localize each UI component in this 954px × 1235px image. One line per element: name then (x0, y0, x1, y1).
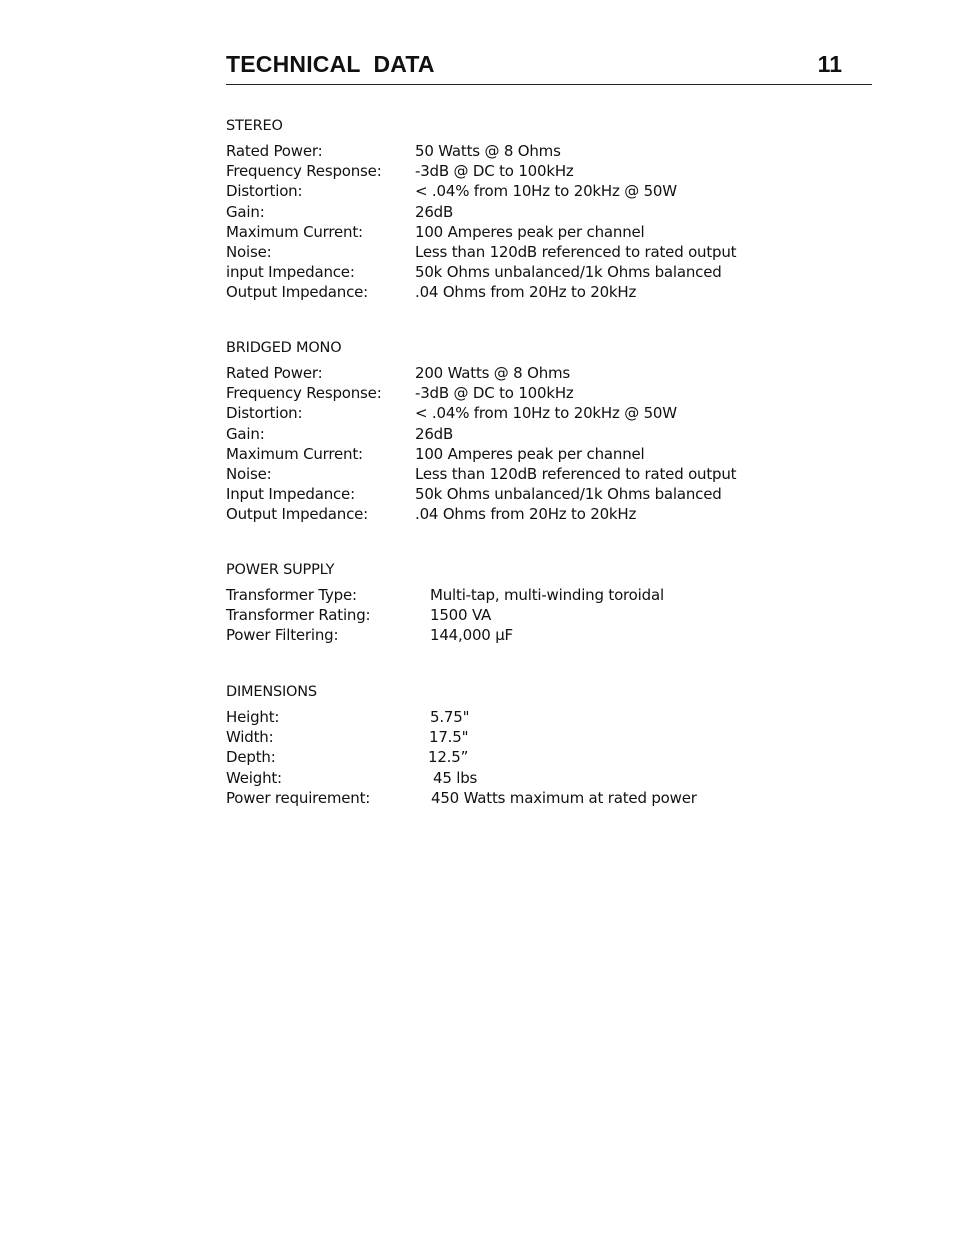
spec-value: Multi-tap, multi-winding toroidal (430, 586, 664, 604)
section-heading-dimensions: DIMENSIONS (226, 684, 317, 700)
spec-value: 50k Ohms unbalanced/1k Ohms balanced (415, 485, 722, 504)
spec-value: 450 Watts maximum at rated power (431, 788, 697, 807)
spec-label: Gain: (226, 202, 265, 221)
spec-row (226, 403, 866, 423)
spec-row (226, 444, 866, 464)
spec-value: 26dB (415, 202, 454, 221)
spec-row (226, 202, 866, 222)
spec-value: 50 Watts @ 8 Ohms (415, 142, 561, 160)
spec-label: Width: (226, 728, 274, 747)
section-heading-power-supply: POWER SUPPLY (226, 562, 335, 578)
spec-value: 45 lbs (433, 768, 478, 787)
spec-label: Rated Power: (226, 364, 323, 382)
spec-value: 26dB (415, 424, 454, 443)
spec-value: 17.5" (429, 728, 469, 747)
spec-value: Less than 120dB referenced to rated output (415, 464, 737, 483)
spec-label: Maximum Current: (226, 222, 363, 241)
spec-row (226, 747, 866, 767)
spec-label: Transformer Rating: (226, 606, 371, 625)
spec-label: Input Impedance: (226, 485, 355, 504)
spec-row (226, 262, 866, 282)
spec-row (226, 363, 866, 383)
spec-value: 1500 VA (430, 606, 492, 625)
spec-row (226, 282, 866, 302)
spec-row (226, 424, 866, 444)
spec-label: Maximum Current: (226, 444, 363, 463)
spec-label: Frequency Response: (226, 162, 382, 181)
spec-row (226, 585, 866, 605)
spec-row (226, 383, 866, 403)
spec-label: Depth: (226, 748, 276, 767)
spec-value: 200 Watts @ 8 Ohms (415, 364, 571, 382)
spec-label: Distortion: (226, 404, 303, 423)
spec-row (226, 768, 866, 788)
spec-label: Noise: (226, 242, 272, 261)
spec-row (226, 464, 866, 484)
spec-label: Distortion: (226, 182, 303, 201)
spec-label: Power requirement: (226, 788, 371, 807)
spec-row (226, 625, 866, 645)
section-heading-bridged-mono: BRIDGED MONO (226, 340, 342, 356)
power-supply-section (226, 560, 866, 646)
page-number: 11 (817, 51, 842, 77)
spec-value: .04 Ohms from 20Hz to 20kHz (415, 505, 637, 524)
page-header (226, 50, 872, 85)
spec-row (226, 161, 866, 181)
spec-value: .04 Ohms from 20Hz to 20kHz (415, 283, 637, 302)
spec-label: Weight: (226, 768, 282, 787)
spec-value: < .04% from 10Hz to 20kHz @ 50W (415, 182, 677, 201)
spec-label: Frequency Response: (226, 384, 382, 403)
spec-label: Gain: (226, 424, 265, 443)
spec-value: 5.75" (430, 708, 470, 726)
bridged-mono-section (226, 338, 866, 525)
spec-label: Rated Power: (226, 142, 323, 160)
section-heading-stereo: STEREO (226, 118, 283, 134)
spec-value: < .04% from 10Hz to 20kHz @ 50W (415, 404, 677, 423)
spec-row (226, 788, 866, 808)
spec-row (226, 484, 866, 504)
spec-value: 50k Ohms unbalanced/1k Ohms balanced (415, 263, 722, 282)
spec-row (226, 222, 866, 242)
spec-value: 12.5” (428, 748, 469, 767)
spec-label: input Impedance: (226, 263, 355, 282)
spec-row (226, 605, 866, 625)
spec-row (226, 504, 866, 524)
spec-value: 100 Amperes peak per channel (415, 444, 645, 463)
dimensions-section (226, 682, 866, 808)
spec-value: 144,000 µF (430, 626, 513, 645)
spec-value: -3dB @ DC to 100kHz (415, 162, 574, 181)
spec-value: -3dB @ DC to 100kHz (415, 384, 574, 403)
spec-row (226, 141, 866, 161)
spec-label: Transformer Type: (226, 586, 357, 604)
page-title: TECHNICAL DATA (226, 51, 435, 77)
spec-label: Power Filtering: (226, 626, 339, 645)
spec-value: Less than 120dB referenced to rated output (415, 242, 737, 261)
spec-row (226, 242, 866, 262)
spec-label: Height: (226, 708, 280, 726)
spec-row (226, 707, 866, 727)
spec-label: Output Impedance: (226, 283, 369, 302)
spec-label: Noise: (226, 464, 272, 483)
spec-label: Output Impedance: (226, 505, 369, 524)
stereo-section (226, 116, 866, 303)
spec-row (226, 727, 866, 747)
spec-value: 100 Amperes peak per channel (415, 222, 645, 241)
spec-row (226, 181, 866, 201)
